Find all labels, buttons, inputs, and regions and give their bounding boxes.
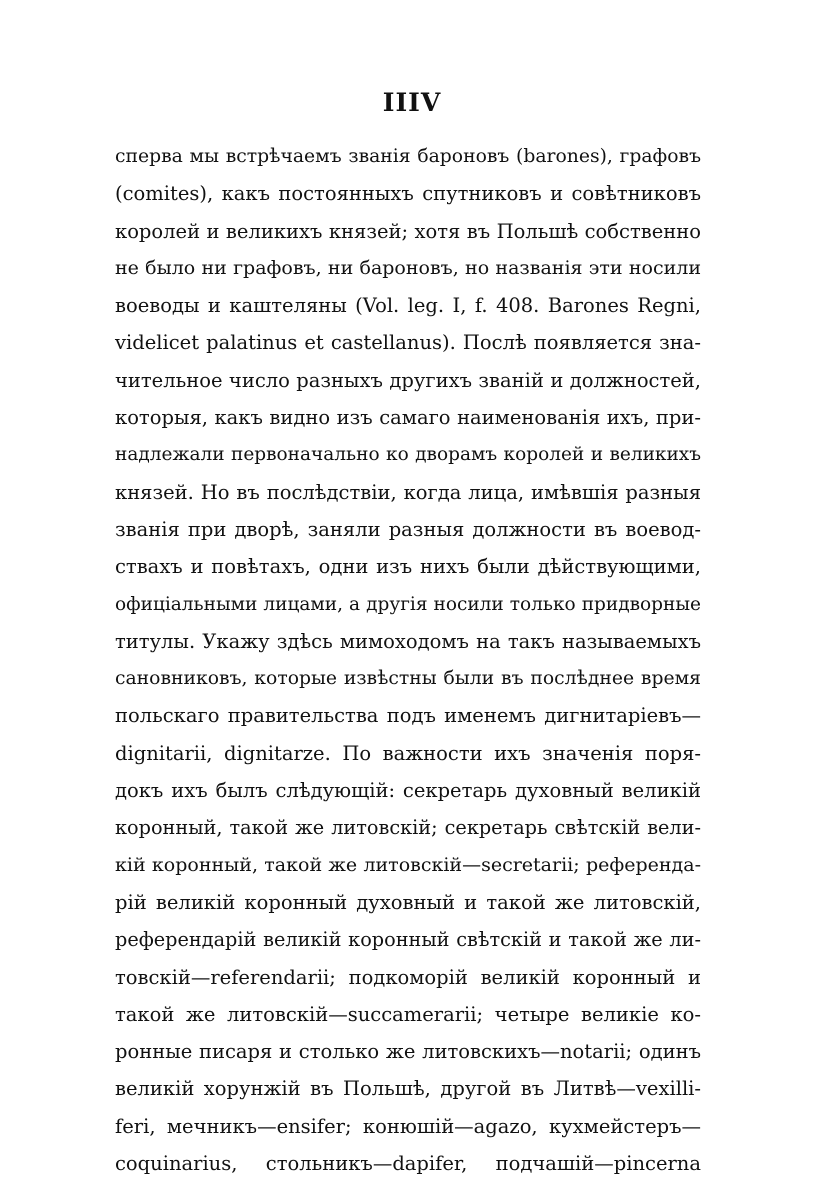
text-line: королей и великихъ князей; хотя въ Польшѣ собственно [115, 219, 701, 243]
text-line: dignitarii, dignitarze. По важности ихъ значенія поря- [115, 741, 701, 765]
text-line: званія при дворѣ, заняли разныя должности въ воевод- [115, 517, 701, 541]
text-line: рій великій коронный духовный и такой же литовскій, [115, 890, 701, 914]
text-line: ствахъ и повѣтахъ, одни изъ нихъ были дѣйствующими, [115, 555, 701, 579]
text-line: которыя, какъ видно изъ самаго наименованія ихъ, при- [115, 406, 701, 430]
text-line: такой же литовскій—succamerarii; четыре великіе ко- [115, 1002, 701, 1026]
text-line: (comites), какъ постоянныхъ спутниковъ и совѣтниковъ [115, 182, 701, 206]
text-line: польскаго правительства подъ именемъ дигнитаріевъ— [115, 704, 701, 728]
text-line: сперва мы встрѣчаемъ званія бароновъ (barones), графовъ [115, 146, 701, 167]
text-line: князей. Но въ послѣдствіи, когда лица, имѣвшія разныя [115, 480, 701, 504]
body-text [115, 138, 701, 1182]
text-line: воеводы и каштеляны (Vol. leg. I, f. 408. Barones Regni, [115, 294, 701, 318]
text-line: кій коронный, такой же литовскій—secretarii; референда- [115, 853, 701, 876]
text-line: coquinarius, стольникъ—dapifer, подчашій—pincerna [115, 1152, 701, 1176]
text-line: коронный, такой же литовскій; секретарь свѣтскій вели- [115, 816, 701, 840]
text-line: чительное число разныхъ другихъ званій и должностей, [115, 368, 701, 392]
text-line: товскій—referendarii; подкоморій великій коронный и [115, 965, 701, 989]
text-line: титулы. Укажу здѣсь мимоходомъ на такъ называемыхъ [115, 629, 701, 653]
text-line: сановниковъ, которые извѣстны были въ послѣднее время [115, 668, 701, 690]
text-line: офиціальными лицами, а другія носили только придворные [115, 593, 701, 615]
page-number: IIIV [382, 88, 442, 117]
text-line: докъ ихъ былъ слѣдующій: секретарь духовный великій [115, 779, 701, 803]
text-line: videlicet palatinus et castellanus). Послѣ появляется зна- [115, 331, 701, 355]
text-line: ронные писаря и столько же литовскихъ—notarii; одинъ [115, 1040, 701, 1064]
text-line: feri, мечникъ—ensifer; конюшій—agazo, кухмейстеръ— [115, 1114, 701, 1138]
text-line: не было ни графовъ, ни бароновъ, но названія эти носили [115, 256, 701, 279]
text-line: великій хорунжій въ Польшѣ, другой въ Литвѣ—vexilli- [115, 1077, 701, 1101]
text-line: референдарій великій коронный свѣтскій и такой же ли- [115, 928, 701, 952]
text-line: надлежали первоначально ко дворамъ королей и великихъ [115, 444, 701, 466]
